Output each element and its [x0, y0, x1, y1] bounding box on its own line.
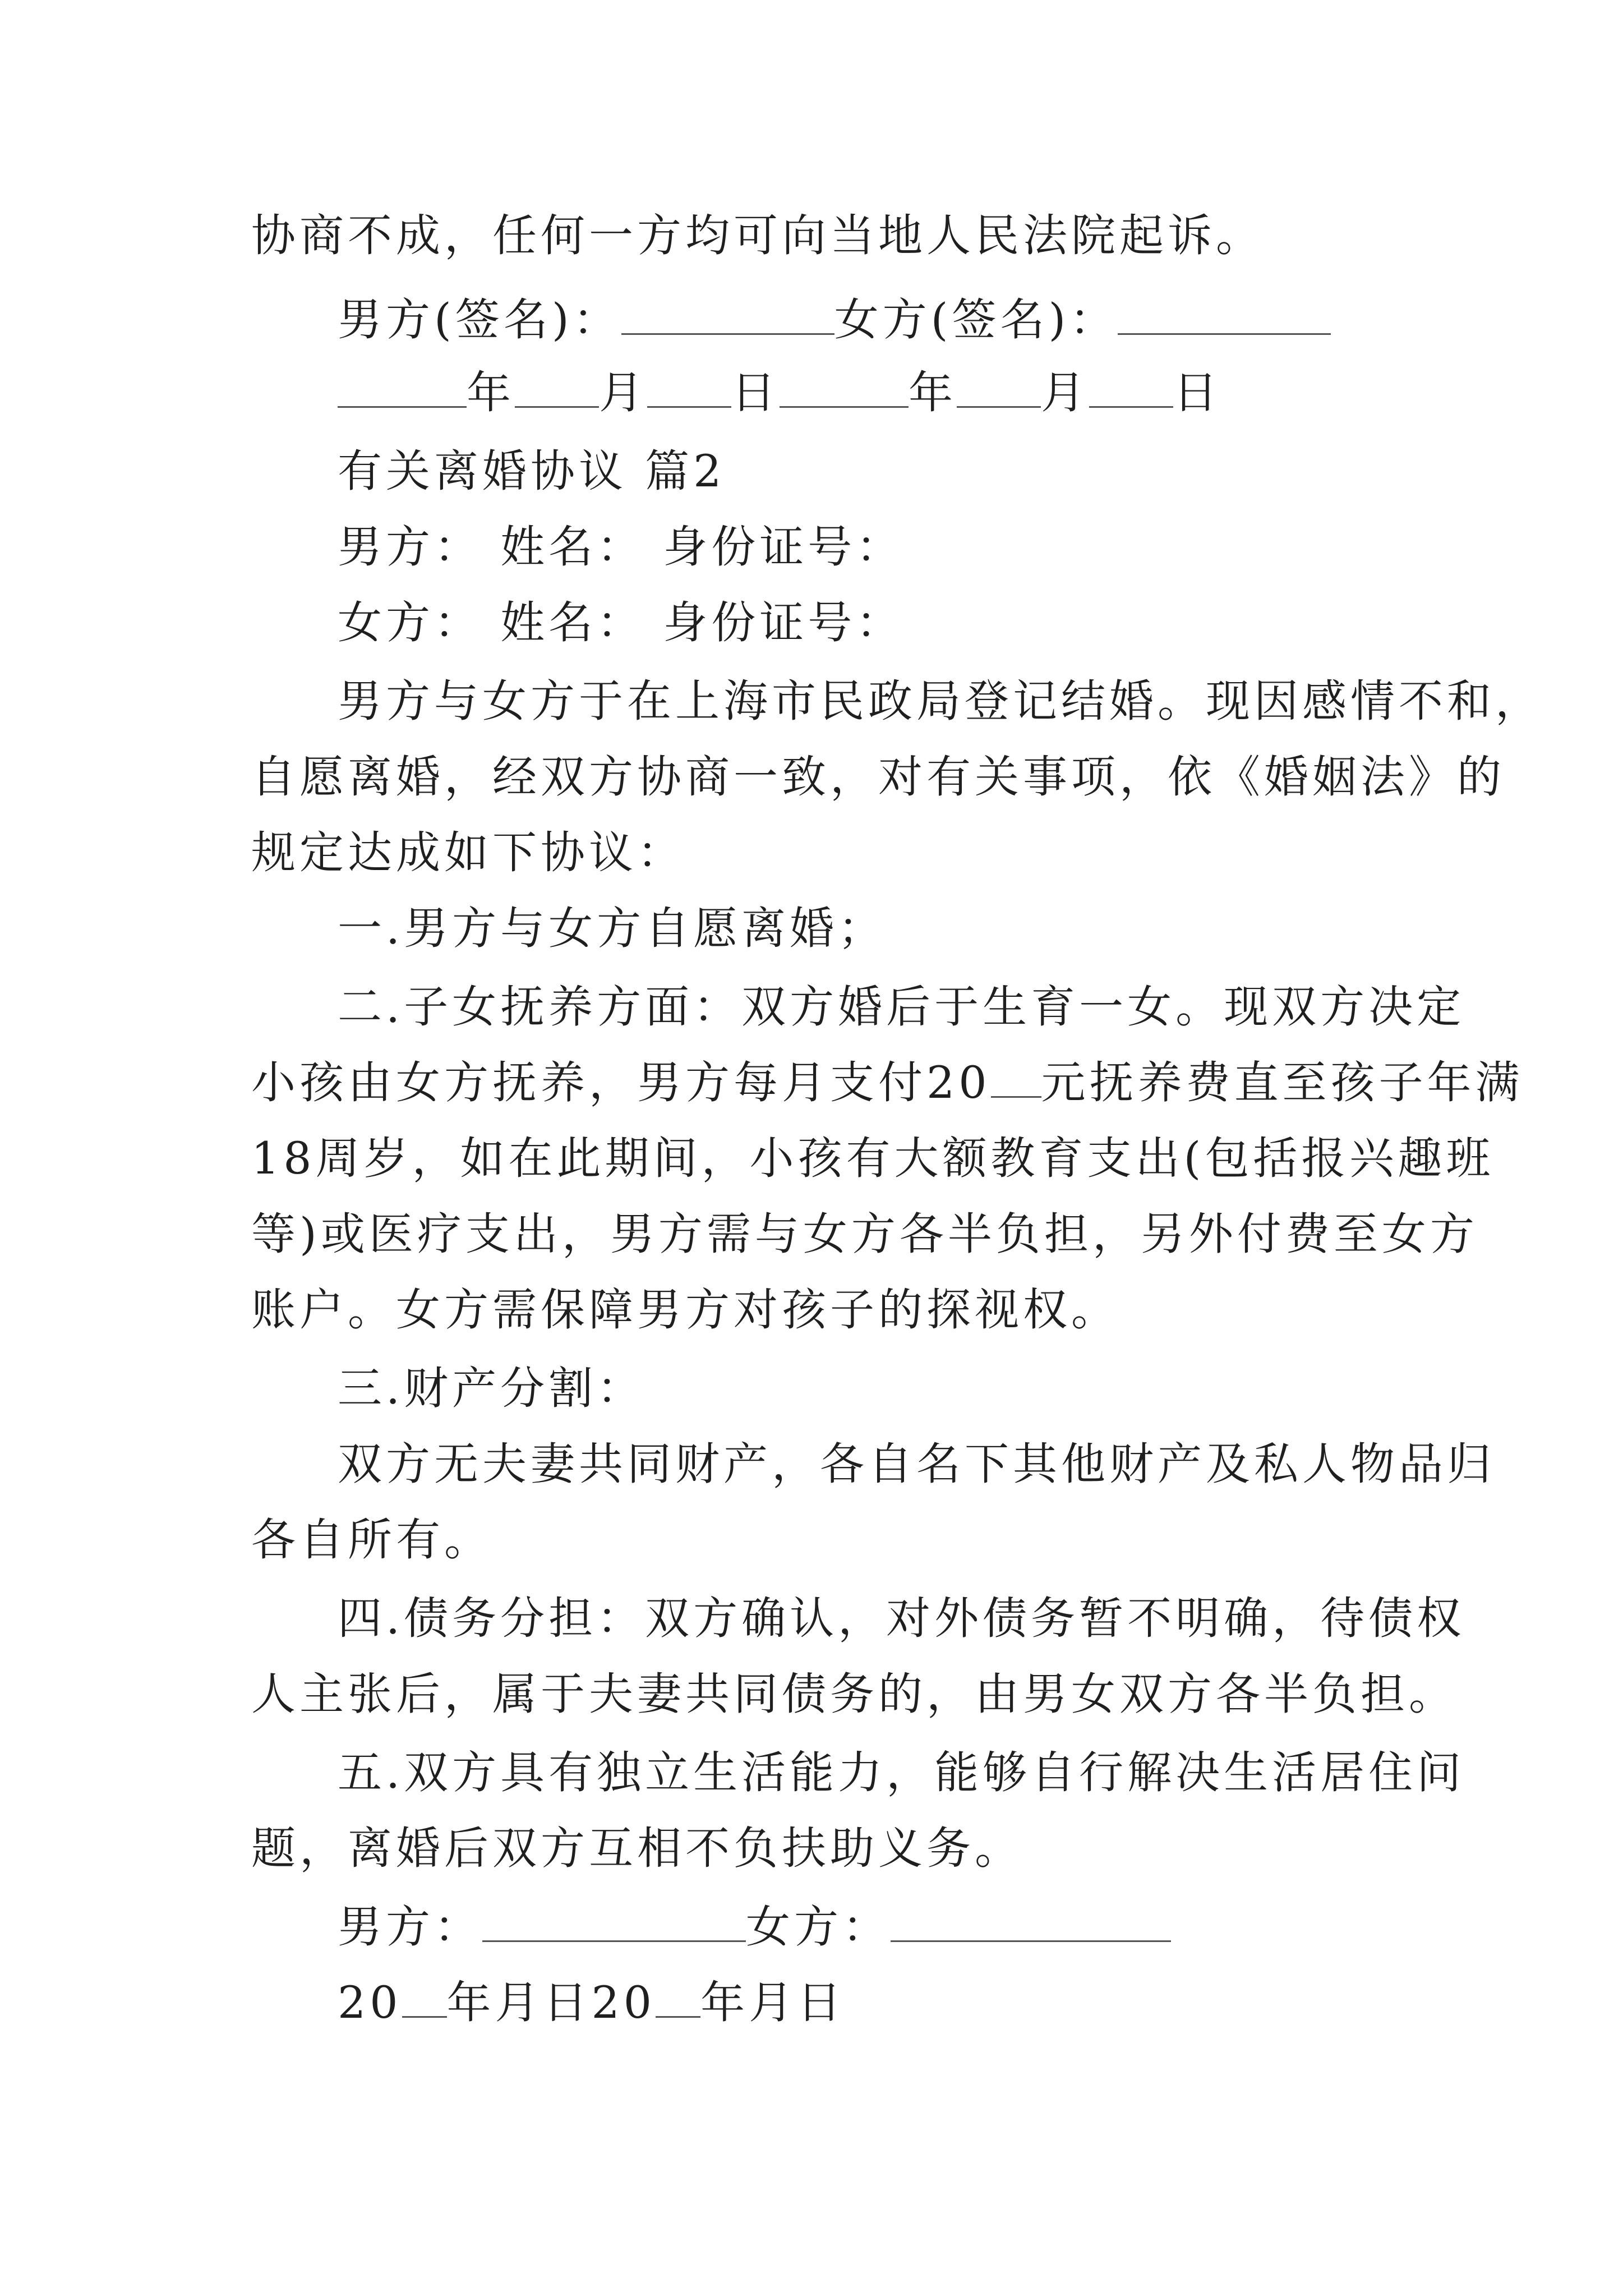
- amount-blank: [991, 1056, 1041, 1098]
- male-signature-blank: [621, 293, 834, 335]
- male-signature-label: 男方：: [338, 1901, 482, 1953]
- signature-line-1: [338, 292, 1331, 348]
- female-info-line: 女方： 姓名： 身份证号：: [338, 597, 905, 648]
- year-label: 年: [909, 367, 957, 418]
- paragraph-line: 自愿离婚，经双方协商一致，对有关事项，依《婚姻法》的: [251, 751, 1505, 803]
- day-blank: [647, 366, 731, 408]
- paragraph-line: 协商不成，任何一方均可向当地人民法院起诉。: [251, 210, 1264, 261]
- section-heading: 有关离婚协议 篇2: [338, 445, 726, 497]
- clause-text: 元抚养费直至孩子年满: [1041, 1057, 1524, 1108]
- date-prefix: 20: [591, 1977, 656, 2028]
- female-signature-label: 女方(签名)：: [834, 294, 1118, 346]
- clause-line: 账户。女方需保障男方对孩子的探视权。: [251, 1284, 1119, 1336]
- year-blank: [656, 1976, 700, 2018]
- month-blank: [515, 366, 599, 408]
- male-signature-label: 男方(签名)：: [338, 294, 621, 346]
- month-label: 月: [599, 367, 647, 418]
- day-label: 日: [731, 367, 780, 418]
- clause-line: 人主张后，属于夫妻共同债务的，由男女双方各半负担。: [251, 1668, 1457, 1720]
- clause-line: 二.子女抚养方面：双方婚后于生育一女。现双方决定: [338, 981, 1465, 1033]
- female-signature-blank: [891, 1900, 1171, 1942]
- month-blank: [957, 366, 1041, 408]
- paragraph-line: 规定达成如下协议：: [251, 827, 685, 878]
- clause-line: [251, 1055, 1524, 1111]
- clause-text: 小孩由女方抚养，男方每月支付20: [251, 1057, 991, 1108]
- date-prefix: 20: [338, 1977, 402, 2028]
- month-label: 月: [1041, 367, 1089, 418]
- clause-line: 各自所有。: [251, 1514, 492, 1566]
- date-line-1: [338, 365, 1221, 421]
- year-blank: [780, 366, 909, 408]
- day-blank: [1089, 366, 1173, 408]
- date-suffix: 年月日: [700, 1977, 846, 2028]
- clause-line: 18周岁，如在此期间，小孩有大额教育支出(包括报兴趣班: [251, 1133, 1495, 1184]
- clause-line: 题，离婚后双方互相不负扶助义务。: [251, 1823, 1023, 1874]
- date-suffix: 年月日: [446, 1977, 592, 2028]
- male-info-line: 男方： 姓名： 身份证号：: [338, 521, 905, 573]
- year-blank: [338, 366, 467, 408]
- date-line-2: [338, 1975, 845, 2031]
- clause-line: 三.财产分割：: [338, 1363, 645, 1414]
- year-label: 年: [467, 367, 515, 418]
- clause-line: 四.债务分担：双方确认，对外债务暂不明确，待债权: [338, 1593, 1465, 1644]
- clause-line: 五.双方具有独立生活能力，能够自行解决生活居住问: [338, 1747, 1465, 1798]
- male-signature-blank: [482, 1900, 746, 1942]
- female-signature-blank: [1118, 293, 1331, 335]
- day-label: 日: [1173, 367, 1221, 418]
- year-blank: [402, 1976, 447, 2018]
- paragraph-line: 男方与女方于在上海市民政局登记结婚。现因感情不和，: [338, 675, 1543, 727]
- clause-line: 一.男方与女方自愿离婚；: [338, 903, 887, 954]
- female-signature-label: 女方：: [746, 1901, 891, 1953]
- clause-line: 等)或医疗支出，男方需与女方各半负担，另外付费至女方: [251, 1208, 1478, 1260]
- signature-line-2: [338, 1899, 1171, 1955]
- clause-line: 双方无夫妻共同财产，各自名下其他财产及私人物品归: [338, 1438, 1495, 1490]
